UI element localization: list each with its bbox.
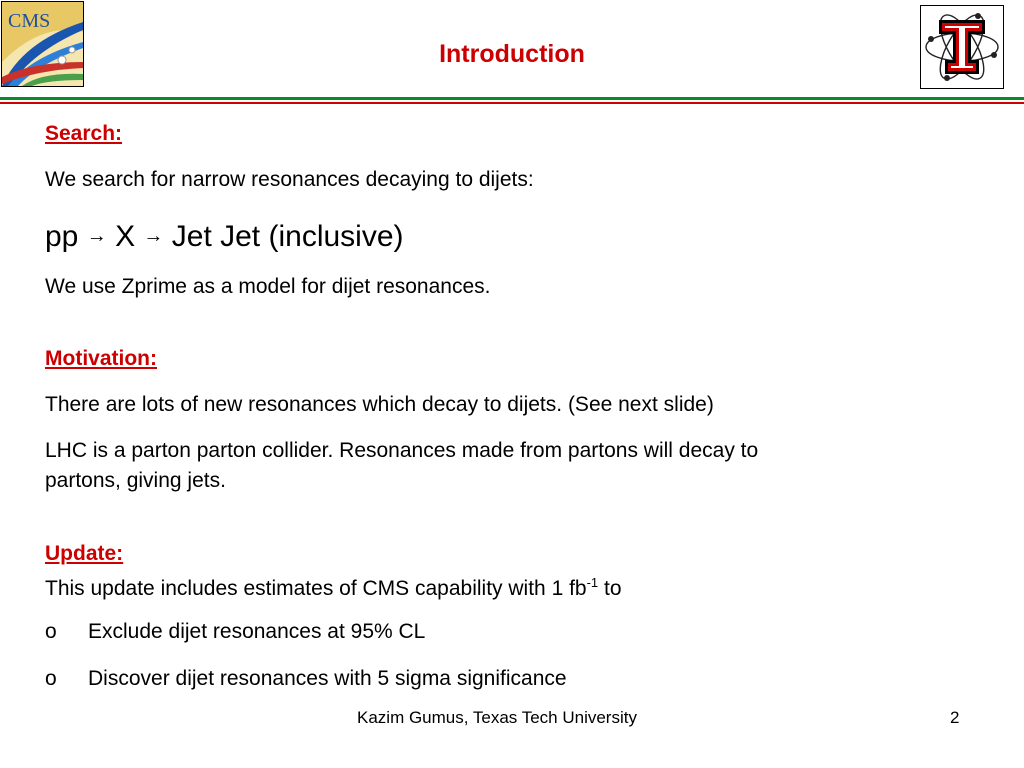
update-heading: Update: — [45, 542, 124, 565]
update-line-1-main: This update includes estimates of CMS capability with 1 fb — [45, 577, 587, 600]
search-heading: Search: — [45, 122, 123, 145]
bullet-marker: o — [45, 620, 57, 643]
footer-author: Kazim Gumus, Texas Tech University — [357, 708, 637, 727]
motivation-line-1: There are lots of new resonances which decay to dijets. (See next slide) — [45, 393, 714, 416]
right-arrow-icon: → — [86, 225, 107, 247]
update-line-1-end: to — [598, 577, 622, 600]
motivation-heading: Motivation: — [45, 347, 157, 370]
atom-orbit-graphic — [921, 6, 1003, 88]
process-initial: pp — [45, 220, 79, 253]
search-line-1: We search for narrow resonances decaying to dijets: — [45, 168, 534, 191]
update-line-1 — [45, 569, 622, 603]
page-number: 2 — [950, 708, 960, 727]
process-equation — [45, 218, 404, 255]
update-line-1-superscript: -1 — [586, 575, 599, 590]
bullet-item — [45, 618, 425, 646]
process-final: Jet Jet (inclusive) — [171, 220, 404, 253]
right-arrow-icon: → — [143, 225, 164, 247]
cms-logo-text: CMS — [8, 10, 51, 32]
motivation-line-2b: partons, giving jets. — [45, 469, 226, 492]
header-rule-red — [0, 102, 1024, 104]
motivation-line-2a: LHC is a parton parton collider. Resonances made from partons will decay to — [45, 439, 759, 462]
bullet-text: Discover dijet resonances with 5 sigma significance — [88, 667, 567, 690]
slide-title: Introduction — [439, 40, 585, 68]
bullet-item — [45, 665, 567, 693]
bullet-text: Exclude dijet resonances at 95% CL — [88, 620, 426, 643]
search-line-2: We use Zprime as a model for dijet resonances. — [45, 275, 491, 298]
header-rule-green — [0, 97, 1024, 100]
texas-tech-logo — [920, 5, 1004, 89]
process-intermediate: X — [115, 220, 136, 253]
bullet-marker: o — [45, 667, 57, 690]
